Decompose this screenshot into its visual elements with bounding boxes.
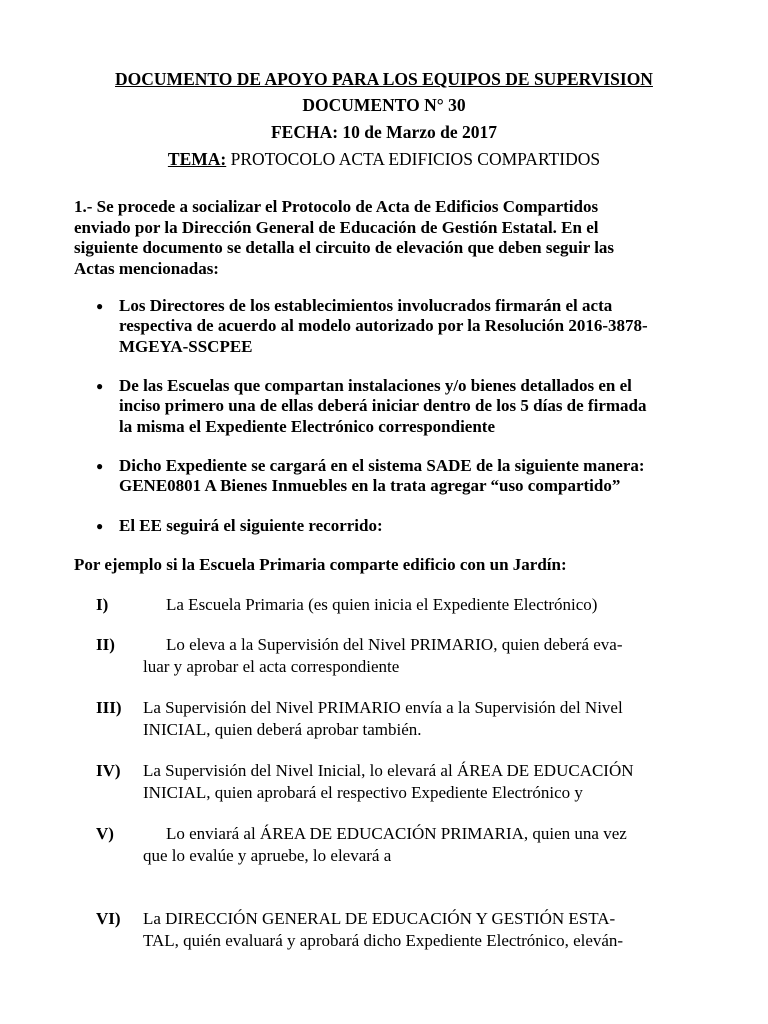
bullet-line: El EE seguirá el siguiente recorrido: [119, 516, 383, 535]
step-number: I) [96, 595, 109, 614]
example-intro-line: Por ejemplo si la Escuela Primaria comparte edificio con un Jardín: [74, 555, 567, 574]
step-number: VI) [96, 909, 121, 928]
bullet-icon: ● [96, 379, 104, 393]
step-line: La Supervisión del Nivel PRIMARIO envía a la Supervisión del Nivel [143, 698, 623, 717]
step-line: que lo evalúe y apruebe, lo elevará a [143, 846, 392, 865]
step-line: Lo enviará al ÁREA DE EDUCACIÓN PRIMARIA, quien una vez [166, 824, 627, 843]
step-line: luar y aprobar el acta correspondiente [143, 657, 400, 676]
bullet-line: Dicho Expediente se cargará en el sistema SADE de la siguiente manera: [119, 456, 645, 475]
step-number: IV) [96, 761, 121, 780]
topic-value: PROTOCOLO ACTA EDIFICIOS COMPARTIDOS [226, 149, 601, 169]
step-number: V) [96, 824, 114, 843]
step-number: II) [96, 635, 115, 654]
document-title: DOCUMENTO DE APOYO PARA LOS EQUIPOS DE SUPERVISION [115, 69, 653, 89]
bullet-line: respectiva de acuerdo al modelo autorizado por la Resolución 2016-3878- [119, 316, 648, 336]
bullet-line: Los Directores de los establecimientos involucrados firmarán el acta [119, 296, 613, 315]
bullet-icon: ● [96, 299, 104, 313]
bullet-line: De las Escuelas que compartan instalaciones y/o bienes detallados en el [119, 376, 632, 395]
bullet-line: GENE0801 A Bienes Inmuebles en la trata agregar “uso compartido” [119, 476, 621, 496]
step-line: INICIAL, quien aprobará el respectivo Expediente Electrónico y [143, 783, 583, 802]
bullet-line: inciso primero una de ellas deberá iniciar dentro de los 5 días de firmada [119, 396, 647, 416]
intro-line: enviado por la Dirección General de Educación de Gestión Estatal. En el [74, 217, 599, 237]
intro-line: siguiente documento se detalla el circuito de elevación que deben seguir las [74, 238, 615, 257]
step-line: La Supervisión del Nivel Inicial, lo elevará al ÁREA DE EDUCACIÓN [143, 761, 634, 780]
bullet-icon: ● [96, 519, 104, 533]
example-intro [74, 555, 694, 576]
topic-label: TEMA: [167, 149, 227, 169]
intro-paragraph [74, 197, 694, 279]
step-line: Lo eleva a la Supervisión del Nivel PRIMARIO, quien deberá eva- [166, 635, 623, 654]
document-date: FECHA: 10 de Marzo de 2017 [270, 122, 497, 142]
document-topic [0, 148, 768, 170]
bullet-icon: ● [96, 459, 104, 473]
step-line: INICIAL, quien deberá aprobar también. [143, 720, 422, 739]
bullet-line: la misma el Expediente Electrónico correspondiente [119, 416, 495, 436]
step-number: III) [96, 698, 122, 717]
intro-line: Actas mencionadas: [74, 258, 219, 278]
step-line: La Escuela Primaria (es quien inicia el Expediente Electrónico) [166, 595, 598, 614]
bullet-line: MGEYA-SSCPEE [119, 336, 253, 356]
step-line: TAL, quién evaluará y aprobará dicho Expediente Electrónico, eleván- [143, 931, 624, 950]
step-line: La DIRECCIÓN GENERAL DE EDUCACIÓN Y GESTIÓN ESTA- [143, 909, 616, 928]
document-number: DOCUMENTO N° 30 [302, 95, 466, 115]
intro-line: 1.- Se procede a socializar el Protocolo de Acta de Edificios Compartidos [74, 197, 599, 216]
